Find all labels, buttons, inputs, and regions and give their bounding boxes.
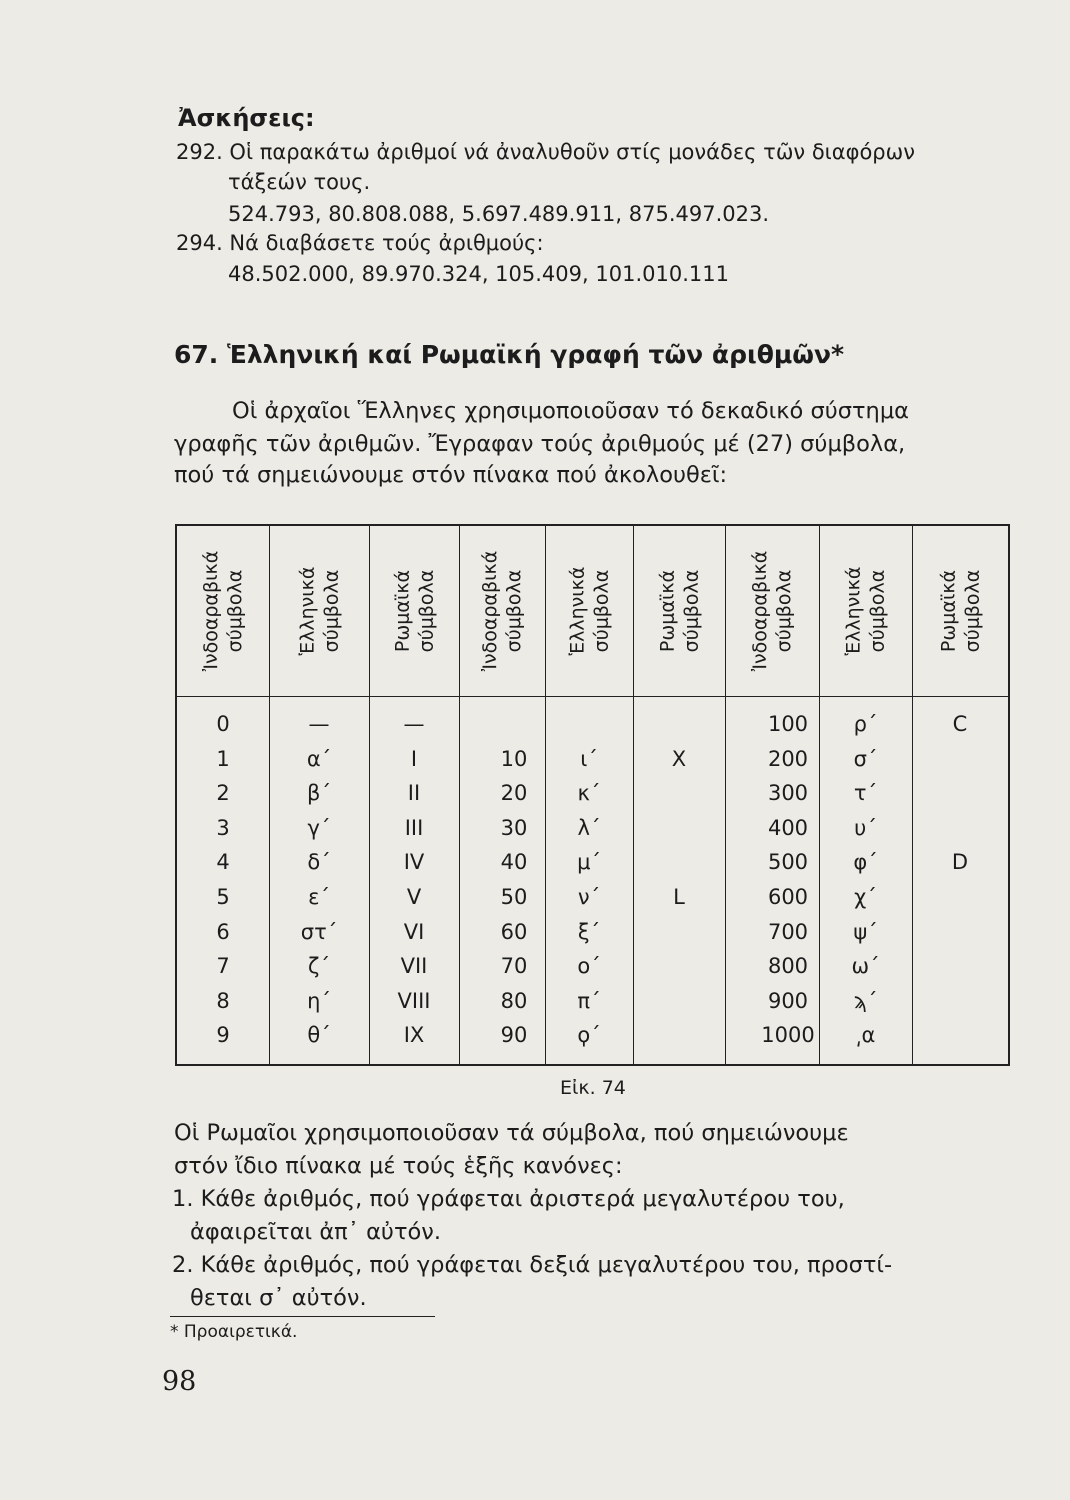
table-cell: β΄ [307,781,331,806]
table-cell: 30 [500,815,528,840]
table-cell: VII [400,954,428,979]
table-cell: 500 [767,850,809,875]
table-cell: 300 [767,781,809,806]
table-cell: VIII [397,988,431,1013]
exercise-294-line1: 294. Νά διαβάσετε τούς ἀριθμούς: [176,231,544,255]
table-cell: 5 [216,885,230,909]
table-cell: 800 [767,954,809,979]
column-header-line: σύμβολα [415,569,437,653]
table-cell: 80 [500,988,528,1013]
table-cell: 9 [216,1023,230,1048]
column-header-line: Ἑλληνικά [566,566,588,656]
footnote-rule [170,1316,435,1317]
figure-caption: Εἰκ. 74 [560,1077,626,1099]
table-cell: ω΄ [851,954,880,979]
table-cell: L [673,885,685,909]
column-header-line: Ἰνδοαραβικά [749,550,771,672]
rule-2-line1: 2. Κάθε ἀριθμός, πού γράφεται δεξιά μεγαλυτέρου του, προστί- [172,1252,893,1278]
table-cell: 3 [216,815,230,840]
exercise-292-line2: τάξεών τους. [228,170,371,194]
rules-intro-line1: Οἱ Ρωμαῖοι χρησιμοποιοῦσαν τά σύμβολα, πού σημειώνουμε [174,1120,849,1146]
column-header-line: σύμβολα [590,569,612,653]
table-cell: 20 [500,781,528,806]
table-cell: ϡ΄ [853,988,878,1013]
column-header-line: Ρωμαϊκά [656,569,678,653]
table-cell: — [403,712,425,736]
intro-line: πού τά σημειώνουμε στόν πίνακα πού ἀκολουθεῖ: [174,462,728,488]
rule-1-line1: 1. Κάθε ἀριθμός, πού γράφεται ἀριστερά μεγαλυτέρου του, [172,1186,845,1212]
table-cell: ͵α [855,1023,876,1048]
exercise-292-numbers: 524.793, 80.808.088, 5.697.489.911, 875.497.023. [228,202,770,226]
table-cell: η΄ [307,988,331,1013]
table-cell: κ΄ [577,781,601,806]
table-cell: X [671,746,687,771]
column-header-line: σύμβολα [866,569,889,653]
table-cell: 70 [500,954,528,979]
table-cell: ν΄ [577,885,601,909]
table-cell: ρ΄ [853,712,878,736]
column-header-line: Ἑλληνικά [842,566,865,656]
column-header [725,526,819,696]
column-header-line: σύμβολα [224,569,246,653]
column-header-line: Ρωμαϊκά [391,569,413,653]
table-cell: γ΄ [307,815,331,840]
table-cell: 600 [767,885,809,909]
column-header [269,526,369,696]
table-cell: 7 [216,954,230,979]
page-number: 98 [162,1366,197,1397]
table-cell: υ΄ [854,815,877,840]
table-cell: 60 [500,919,528,944]
intro-line: Οἱ ἀρχαῖοι Ἕλληνες χρησιμοποιοῦσαν τό δεκαδικό σύστημα [232,398,909,424]
table-cell: 8 [216,988,230,1013]
table-cell: 0 [216,712,230,736]
column-header-line: Ἰνδοαραβικά [479,550,501,672]
table-cell: φ΄ [853,850,878,875]
column-header [819,526,912,696]
table-cell: 4 [216,850,230,875]
table-cell: ε΄ [308,885,330,909]
table-cell: π΄ [577,988,601,1013]
table-cell: στ΄ [300,919,338,944]
column-header-line: σύμβολα [773,569,795,653]
table-cell: λ΄ [577,815,601,840]
column-header [177,526,269,696]
table-cell: 400 [767,815,809,840]
table-cell: 50 [500,885,528,909]
table-cell: ο΄ [577,954,601,979]
table-cell: ψ΄ [853,919,878,944]
rule-2-line2: θεται σ᾽ αὐτόν. [190,1285,367,1311]
table-cell: IV [403,850,425,875]
table-cell: 90 [500,1023,528,1048]
intro-line: γραφῆς τῶν ἀριθμῶν. Ἔγραφαν τούς ἀριθμούς μέ (27) σύμβολα, [174,431,906,457]
table-cell: α΄ [306,746,332,771]
column-header-line: σύμβολα [961,569,983,653]
column-header [633,526,725,696]
table-cell: 2 [216,781,230,806]
table-cell: σ΄ [853,746,878,771]
table-cell: II [407,781,421,806]
rules-intro-line2: στόν ἴδιο πίνακα μέ τούς ἑξῆς κανόνες: [174,1153,623,1179]
column-header-line: Ρωμαϊκά [937,569,959,653]
table-cell: 900 [767,988,809,1013]
table-cell: ξ΄ [577,919,601,944]
table-cell: μ΄ [577,850,601,875]
table-cell: 1000 [761,1023,815,1048]
table-cell: C [952,712,968,736]
rule-1-line2: ἀφαιρεῖται ἀπ᾽ αὐτόν. [190,1219,441,1245]
table-cell: χ΄ [854,885,877,909]
table-cell: δ΄ [307,850,331,875]
table-cell: 10 [500,746,528,771]
column-header-line: σύμβολα [680,569,702,653]
column-header-line: Ἑλληνικά [296,566,318,656]
table-cell: ζ΄ [308,954,330,979]
column-header [459,526,545,696]
column-header-line: σύμβολα [503,569,525,653]
table-cell: I [410,746,418,771]
table-cell: 100 [767,712,809,736]
table-cell: 700 [767,919,809,944]
table-cell: 6 [216,919,230,944]
table-cell: 40 [500,850,528,875]
footnote: * Προαιρετικά. [170,1322,298,1342]
column-header [912,526,1008,696]
table-cell: D [951,850,969,875]
exercise-294-numbers: 48.502.000, 89.970.324, 105.409, 101.010.111 [228,262,729,286]
table-cell: VI [403,919,425,944]
column-header [545,526,633,696]
exercise-292-line1: 292. Οἱ παρακάτω ἀριθμοί νά ἀναλυθοῦν στίς μονάδες τῶν διαφόρων [176,140,915,164]
exercises-title: Ἀσκήσεις: [178,104,315,132]
column-header-line: Ἰνδοαραβικά [200,550,222,672]
table-cell: — [308,712,330,736]
column-header [369,526,459,696]
table-cell: V [406,885,422,909]
table-cell: ι΄ [580,746,598,771]
table-cell: τ΄ [853,781,878,806]
table-cell: 200 [767,746,809,771]
table-cell: ϙ΄ [577,1023,601,1048]
column-header-line: σύμβολα [320,569,342,653]
table-cell: θ΄ [307,1023,331,1048]
table-cell: 1 [216,746,230,771]
table-cell: III [404,815,424,840]
table-cell: IX [403,1023,425,1048]
section-title: 67. Ἑλληνική καί Ρωμαϊκή γραφή τῶν ἀριθμῶν* [174,340,845,369]
numerals-table [175,524,1010,1066]
